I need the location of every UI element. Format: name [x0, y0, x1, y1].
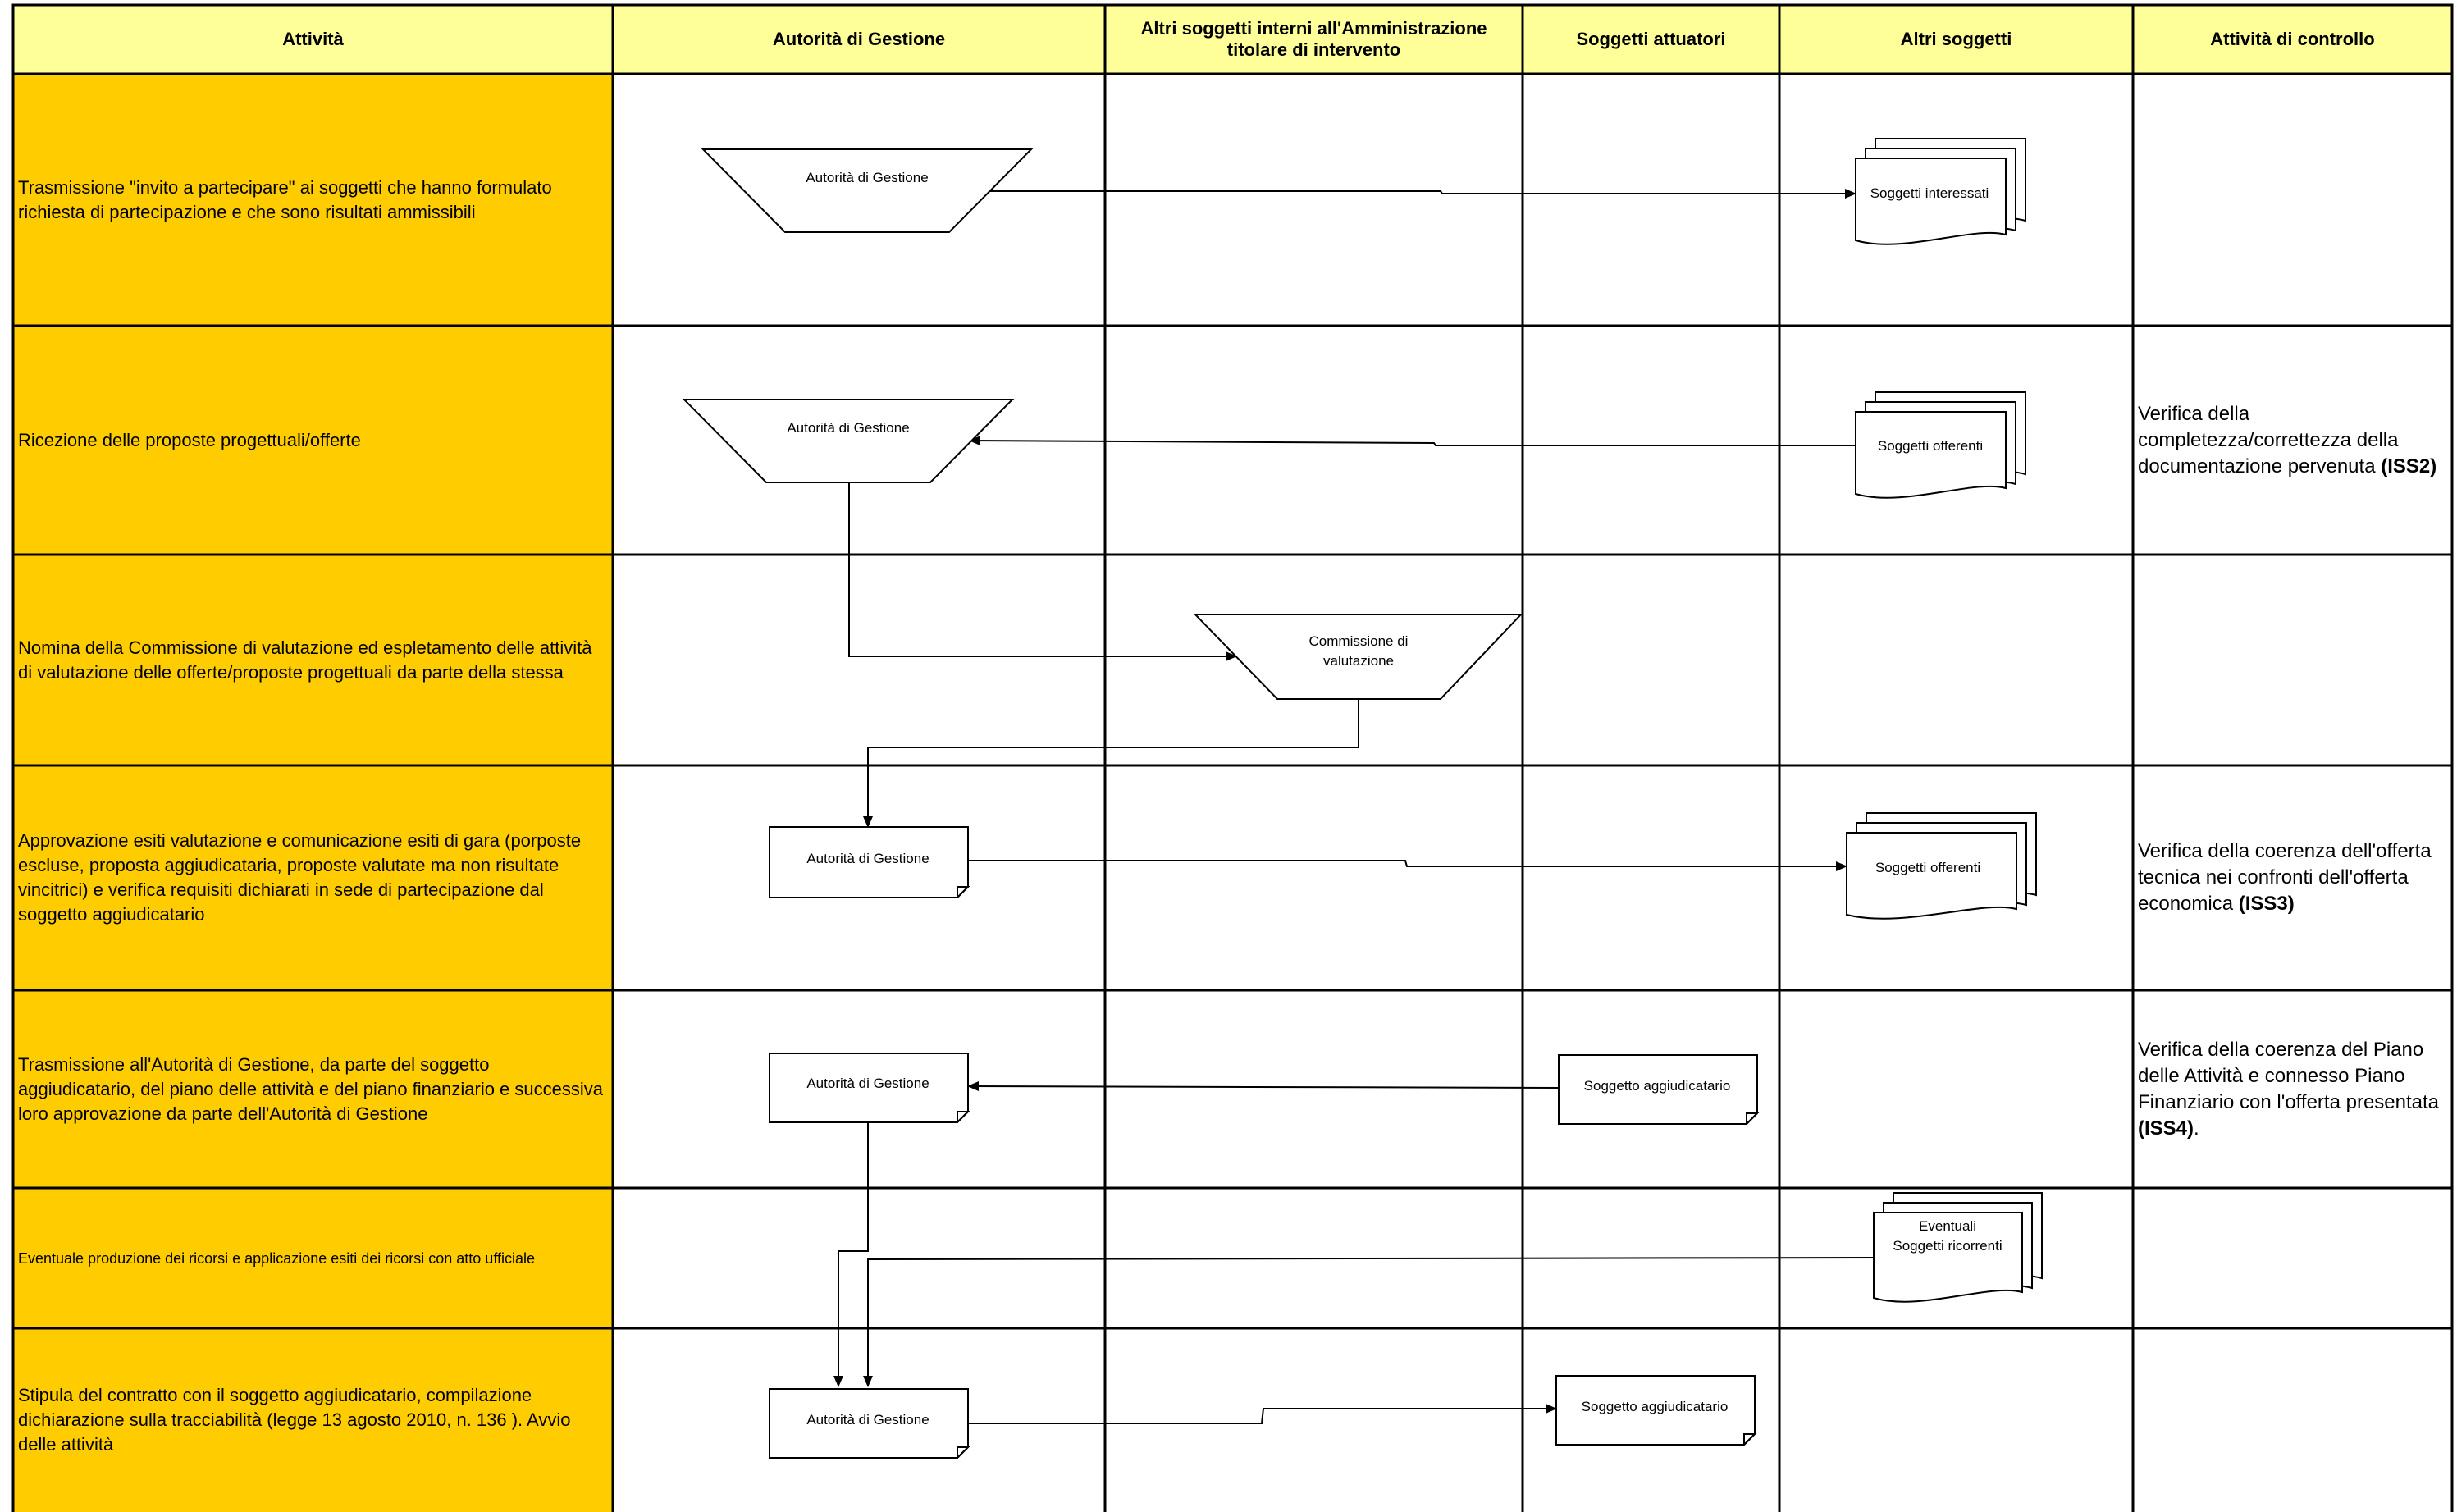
arrow-ag4-to-ag5 — [838, 1122, 868, 1386]
node-sa2-label: Soggetto aggiudicatario — [1581, 1399, 1729, 1414]
node-sr-label-2: Soggetti ricorrenti — [1893, 1238, 2003, 1254]
header-controllo: Attività di controllo — [2210, 29, 2375, 49]
control-row-2-code: (ISS2) — [2381, 455, 2437, 477]
control-row-5-tail: . — [2194, 1117, 2199, 1140]
header-attuatori: Soggetti attuatori — [1576, 29, 1726, 49]
arrow-commissione-to-ag3 — [868, 699, 1359, 827]
activity-row-3: Nomina della Commissione di valutazione ed espletamento delle attività di valutazione delle offerte/proposte progettuali da parte della stessa — [18, 637, 592, 683]
node-so2-label: Soggetti offerenti — [1875, 860, 1981, 875]
node-ag1 — [703, 149, 1031, 232]
node-ag2 — [684, 400, 1012, 482]
arrow-sa1-to-ag4 — [968, 1086, 1559, 1088]
arrow-offerenti-to-ag2 — [970, 441, 1856, 445]
arrow-ag2-to-commissione — [849, 482, 1236, 656]
control-row-5-text: Verifica della coerenza del Piano delle Attività e connesso Piano Finanziario con l'offerta presentata — [2138, 1038, 2440, 1113]
node-ag3-label: Autorità di Gestione — [806, 851, 929, 866]
node-ag1-label: Autorità di Gestione — [806, 170, 929, 185]
arrow-ag1-to-interessati — [949, 191, 1856, 194]
control-row-4-text: Verifica della coerenza dell'offerta tecnica nei confronti dell'offerta economica — [2138, 840, 2432, 915]
header-altri-interni-line2: titolare di intervento — [1226, 39, 1401, 60]
arrow-ricorrenti-to-ag5 — [868, 1258, 1874, 1386]
activity-row-4: Approvazione esiti valutazione e comunicazione esiti di gara (porposte escluse, proposta aggiudicataria, proposte valutate ma non risultate vincitrici) e verifica requisiti dichiarati in sede di partecipazione dal soggetto aggiudicatario — [18, 830, 582, 925]
control-row-5-code: (ISS4) — [2138, 1117, 2194, 1140]
activity-row-6: Eventuale produzione dei ricorsi e applicazione esiti dei ricorsi con atto ufficiale — [18, 1249, 536, 1267]
header-autorita: Autorità di Gestione — [772, 29, 946, 49]
control-row-2 — [2133, 326, 2452, 555]
node-labels — [787, 170, 2002, 1427]
activity-row-1: Trasmissione "invito a partecipare" ai soggetti che hanno formulato richiesta di partecipazione e che sono risultati ammissibili — [18, 176, 552, 222]
activity-row-5: Trasmissione all'Autorità di Gestione, da parte del soggetto aggiudicatario, del piano delle attività e del piano finanziario e successiva loro approvazione da parte dell'Autorità di Gestione — [18, 1053, 604, 1124]
connectors — [838, 191, 1874, 1423]
header-altri: Altri soggetti — [1900, 29, 2012, 49]
control-row-4 — [2133, 765, 2452, 990]
node-ag5-label: Autorità di Gestione — [806, 1412, 929, 1427]
activity-row-7: Stipula del contratto con il soggetto aggiudicatario, compilazione dichiarazione sulla tracciabilità (legge 13 agosto 2010, n. 136 ). Avvio delle attività — [18, 1385, 571, 1455]
doc-folds — [947, 887, 1757, 1458]
node-si-label: Soggetti interessati — [1870, 185, 1989, 201]
header-altri-interni-line1: Altri soggetti interni all'Amministrazione — [1140, 18, 1487, 39]
node-comm-label-1: Commissione di — [1308, 633, 1409, 649]
arrow-ag3-to-offerenti — [968, 861, 1847, 866]
control-row-5 — [2133, 990, 2452, 1188]
control-row-2-text: Verifica della completezza/correttezza della documentazione pervenuta — [2138, 402, 2399, 477]
control-row-4-code: (ISS3) — [2238, 893, 2295, 915]
node-sa1-label: Soggetto aggiudicatario — [1583, 1078, 1731, 1094]
node-ag2-label: Autorità di Gestione — [787, 420, 910, 436]
node-sr-label-1: Eventuali — [1919, 1218, 1976, 1234]
activity-row-2: Ricezione delle proposte progettuali/offerte — [18, 429, 361, 450]
arrow-ag5-sa2 — [968, 1409, 1556, 1423]
node-comm-label-2: valutazione — [1322, 653, 1395, 669]
node-ag4-label: Autorità di Gestione — [806, 1076, 929, 1091]
header-attivita: Attività — [282, 29, 344, 49]
header-altri-interni — [1105, 5, 1523, 74]
node-so1-label: Soggetti offerenti — [1877, 438, 1984, 454]
